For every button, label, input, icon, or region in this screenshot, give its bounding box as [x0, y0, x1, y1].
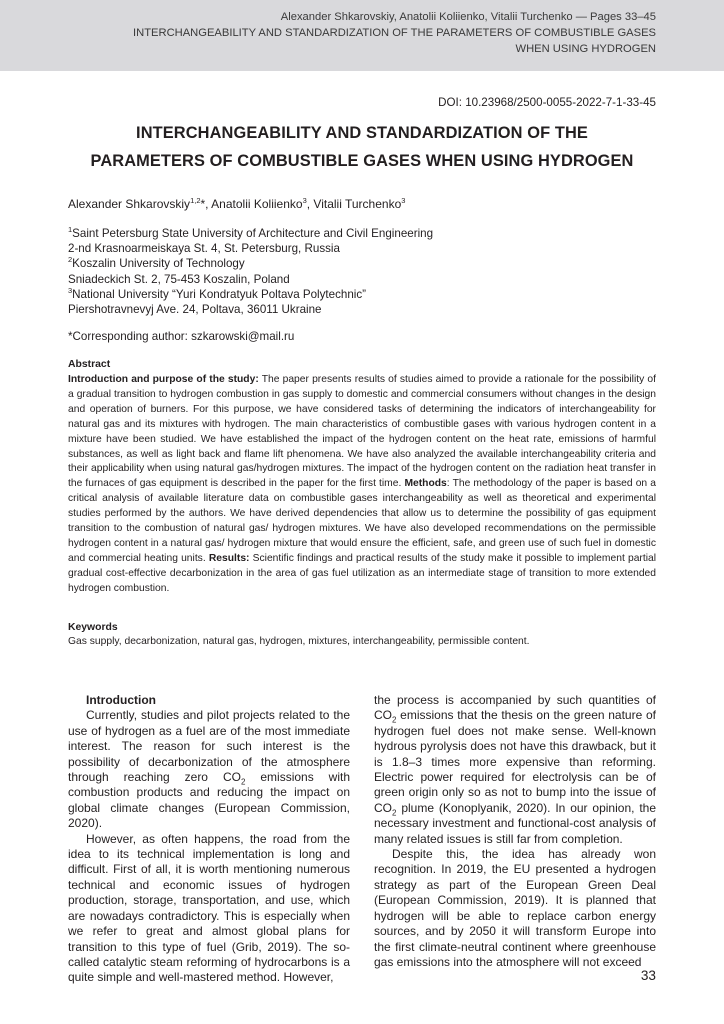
subscript: 2	[392, 715, 397, 725]
paper-title	[68, 119, 656, 175]
keywords-list: Gas supply, decarbonization, natural gas, hydrogen, mixtures, interchangeability, permissible content.	[68, 636, 530, 647]
running-header-title-line2: WHEN USING HYDROGEN	[515, 43, 656, 55]
abstract-intro-text: The paper presents results of studies aimed to provide a rationale for the possibility of a gradual transition to hydrogen combustion in gas supply to domestic and commercial consumers without changes in the design and operation of burners. For this purpose, we have considered tasks of determining the indicators of interchangeability for natural gas and its mixtures with hydrogen. The main characteristics of combustible gases with various hydrogen content in a mixture have been studied. We have established the impact of the hydrogen content on the heat rate, emissions of harmful substances, as well as light back and flame lift phenomena. We have also analyzed the available interchangeability criteria and their applicability when using natural gas/hydrogen mixtures. The impact of the hydrogen content on the radiation heat transfer in the furnaces of gas equipment is described in the paper for the first time.	[68, 374, 656, 490]
abstract-results-text: Scientific findings and practical results of the study make it possible to implement partial gradual cost-effective decarbonization in the area of gas fuel utilization as an intermediate stage of transition to more extended hydrogen combustion.	[68, 552, 657, 594]
abstract-body	[68, 373, 656, 597]
affiliation-marker: 2	[68, 255, 73, 265]
affiliation-text: Piershotravnevyj Ave. 24, Poltava, 36011 Ukraine	[68, 303, 322, 317]
affiliation-text: National University “Yuri Kondratyuk Poltava Polytechnic”	[72, 287, 367, 301]
running-header-band	[0, 0, 724, 71]
paragraph-text: plume (Konoplyanik, 2020). In our opinion, the necessary investment and functional-cost analysis of many related issues is still far from completion.	[374, 800, 656, 846]
affiliation-text: Koszalin University of Technology	[72, 257, 245, 271]
author-2: *, Anatolii Koliienko	[200, 197, 303, 211]
running-header-authors: Alexander Shkarovskiy, Anatolii Koliienko, Vitalii Turchenko — Pages 33–45	[280, 11, 656, 23]
author-1: Alexander Shkarovskiy	[68, 197, 191, 211]
body-paragraph: However, as often happens, the road from the idea to its technical implementation is long and difficult. First of all, it is worth mentioning numerous technical and economic issues of hydrogen production, storage, transportation, and use, which are nowadays contradictory. This is especially when we refer to great and almost global plans for transition to this type of fuel (Grib, 2019). The so-called catalytic steam reforming of hydrocarbons is a quite simple and well-mastered method. However,	[68, 831, 350, 985]
corresponding-author: *Corresponding author: szkarowski@mail.ru	[68, 330, 295, 343]
paragraph-text: emissions that the thesis on the green nature of hydrogen fuel does not make sense. Well-known hydrous pyrolysis does not have this drawback, but it is 1.8–3 times more expensive than reforming. Electric power required for electrolysis can be of green origin only so as not to bump into the issue of CO	[374, 708, 656, 815]
affiliations	[68, 226, 433, 317]
paragraph-text: Currently, studies and pilot projects related to the use of hydrogen as a fuel are of the most immediate interest. The reason for such interest is the possibility of decarbonization of the atmosphere through reaching zero CO	[68, 708, 350, 785]
affiliation-text: Saint Petersburg State University of Architecture and Civil Engineering	[72, 227, 434, 240]
doi: DOI: 10.23968/2500-0055-2022-7-1-33-45	[438, 96, 656, 109]
abstract-intro-label: Introduction and purpose of the study:	[68, 374, 259, 385]
affiliation-text: Sniadeckich St. 2, 75-453 Koszalin, Poland	[68, 272, 290, 286]
paper-title-line1: INTERCHANGEABILITY AND STANDARDIZATION OF THE	[136, 124, 588, 142]
keywords-heading: Keywords	[68, 622, 118, 633]
abstract-results-label: Results:	[208, 552, 250, 564]
affiliation-line	[68, 302, 433, 317]
author-1-affil: 1,2	[190, 196, 201, 205]
paper-title-line2: PARAMETERS OF COMBUSTIBLE GASES WHEN USING HYDROGEN	[90, 152, 634, 170]
affiliation-line	[68, 241, 433, 256]
page-number: 33	[640, 968, 656, 983]
affiliation-line	[68, 272, 433, 287]
affiliation-text: 2-nd Krasnoarmeiskaya St. 4, St. Petersburg, Russia	[68, 242, 340, 256]
body-paragraph	[68, 708, 350, 831]
body-paragraph	[374, 693, 656, 847]
affiliation-line	[68, 287, 433, 302]
body-column-right	[374, 693, 656, 970]
author-2-affil: 3	[302, 196, 307, 205]
body-paragraph: Despite this, the idea has already won recognition. In 2019, the EU presented a hydrogen strategy as part of the European Green Deal (European Commission, 2019). It is planned that hydrogen will be able to replace carbon energy sources, and by 2050 it will transform Europe into the first climate-neutral continent where greenhouse gas emissions into the atmosphere will not exceed	[374, 847, 656, 969]
body-column-left	[68, 693, 350, 986]
abstract-methods-text: : The methodology of the paper is based on a critical analysis of available literature data on combustible gases interchangeability as well as theoretical and experimental studies performed by the authors. We have derived dependencies that allow us to determine the possibility of gas equipment transition to the combustion of natural gas/ hydrogen mixtures. We have also developed recommendations on the permissible hydrogen content in a natural gas/ hydrogen mixture that would ensure the efficient, safe, and green use of such fuel in domestic and commercial heating units.	[68, 478, 656, 564]
author-3: , Vitalii Turchenko	[306, 197, 402, 211]
paragraph-text: the process is accompanied by such quantities of CO	[374, 693, 656, 723]
running-header-title-line1: INTERCHANGEABILITY AND STANDARDIZATION OF THE PARAMETERS OF COMBUSTIBLE GASES	[133, 27, 656, 39]
abstract-methods-label: Methods	[404, 478, 447, 490]
subscript: 2	[240, 777, 246, 787]
subscript: 2	[392, 808, 397, 818]
affiliation-line	[68, 226, 433, 241]
author-3-affil: 3	[401, 196, 406, 205]
paragraph-text: emissions with combustion products and reducing the impact on global climate changes (European Commission, 2020).	[68, 770, 351, 831]
author-list	[68, 197, 405, 211]
section-heading-introduction: Introduction	[86, 693, 156, 707]
affiliation-line	[68, 256, 433, 271]
affiliation-marker: 1	[68, 225, 73, 235]
running-header	[36, 9, 656, 57]
abstract-heading: Abstract	[68, 359, 111, 370]
affiliation-marker: 3	[68, 285, 73, 295]
